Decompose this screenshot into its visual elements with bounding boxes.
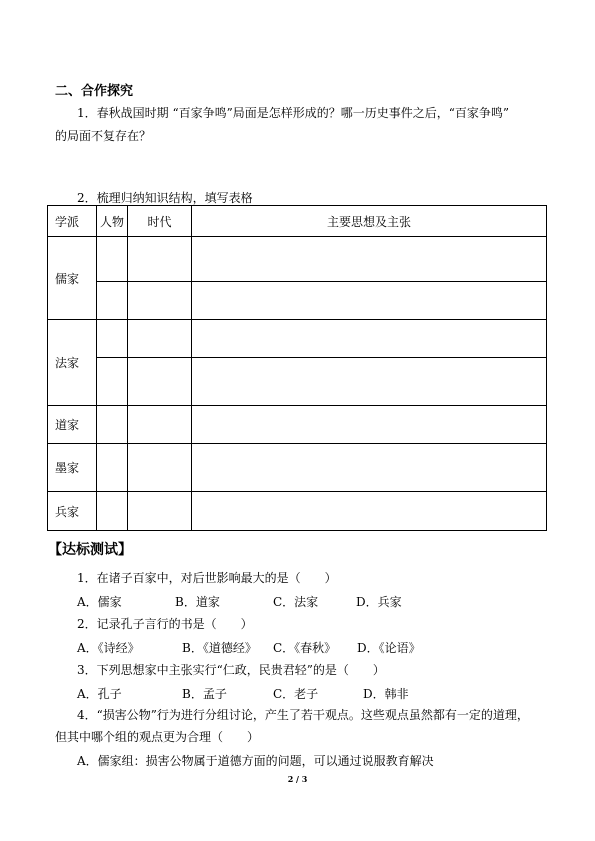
- option-3b: B．孟子: [182, 687, 227, 701]
- option-1a: A．儒家: [77, 595, 122, 609]
- table-cell[interactable]: [97, 444, 128, 492]
- table-cell[interactable]: [97, 237, 128, 282]
- header-person: 人物: [97, 206, 128, 237]
- table-cell[interactable]: [192, 492, 547, 531]
- table-cell[interactable]: [192, 282, 547, 320]
- table-cell[interactable]: [128, 358, 192, 406]
- option-1d: D．兵家: [356, 595, 402, 609]
- option-1c: C．法家: [273, 595, 319, 609]
- option-3c: C．老子: [273, 687, 319, 701]
- school-mohism: 墨家: [48, 444, 97, 492]
- table-cell[interactable]: [97, 282, 128, 320]
- option-2a: A．《诗经》: [77, 641, 140, 655]
- table-cell[interactable]: [97, 492, 128, 531]
- table-row: [48, 358, 547, 406]
- test-question-4-line-1: 4．“损害公物”行为进行分组讨论，产生了若干观点。这些观点虽然都有一定的道理，: [77, 708, 529, 722]
- option-4a: A．儒家组：损害公物属于道德方面的问题，可以通过说服教育解决: [77, 754, 434, 768]
- test-question-2: 2．记录孔子言行的书是（ ）: [77, 617, 253, 631]
- option-2b: B．《道德经》: [182, 641, 257, 655]
- table-cell[interactable]: [128, 320, 192, 358]
- table-cell[interactable]: [97, 406, 128, 444]
- table-cell[interactable]: [97, 320, 128, 358]
- knowledge-table: [47, 205, 547, 531]
- test-question-1: 1．在诸子百家中，对后世影响最大的是（ ）: [77, 571, 337, 585]
- table-cell[interactable]: [128, 282, 192, 320]
- table-row: [48, 406, 547, 444]
- table-cell[interactable]: [192, 320, 547, 358]
- test-question-3: 3．下列思想家中主张实行“仁政，民贵君轻”的是（ ）: [77, 663, 385, 677]
- table-cell[interactable]: [128, 492, 192, 531]
- option-1b: B．道家: [175, 595, 220, 609]
- option-2d: D．《论语》: [357, 641, 421, 655]
- table-cell[interactable]: [192, 237, 547, 282]
- table-cell[interactable]: [97, 358, 128, 406]
- school-confucianism: 儒家: [48, 237, 97, 320]
- school-military: 兵家: [48, 492, 97, 531]
- option-3a: A．孔子: [77, 687, 122, 701]
- section-heading: 二、合作探究: [55, 84, 134, 99]
- table-row: [48, 320, 547, 358]
- table-cell[interactable]: [192, 358, 547, 406]
- school-taoism: 道家: [48, 406, 97, 444]
- page-number: 2 / 3: [287, 774, 308, 784]
- header-school: 学派: [48, 206, 97, 237]
- header-main-ideas: 主要思想及主张: [192, 206, 547, 237]
- option-3d: D．韩非: [363, 687, 409, 701]
- school-legalism: 法家: [48, 320, 97, 406]
- header-era: 时代: [128, 206, 192, 237]
- table-cell[interactable]: [192, 406, 547, 444]
- table-cell[interactable]: [128, 237, 192, 282]
- option-2c: C．《春秋》: [273, 641, 337, 655]
- question-1-line-2: 的局面不复存在？: [55, 129, 152, 143]
- test-heading: 【达标测试】: [48, 542, 132, 558]
- table-row: [48, 282, 547, 320]
- table-row: [48, 237, 547, 282]
- table-cell[interactable]: [192, 444, 547, 492]
- question-1-line-1: 1．春秋战国时期 “百家争鸣”局面是怎样形成的？哪一历史事件之后，“百家争鸣”: [77, 106, 509, 120]
- table-row: [48, 492, 547, 531]
- table-row: [48, 444, 547, 492]
- question-2: 2．梳理归纳知识结构，填写表格: [77, 191, 253, 205]
- table-cell[interactable]: [128, 406, 192, 444]
- test-question-4-line-2: 但其中哪个组的观点更为合理（ ）: [55, 730, 260, 744]
- table-cell[interactable]: [128, 444, 192, 492]
- table-header-row: [48, 206, 547, 237]
